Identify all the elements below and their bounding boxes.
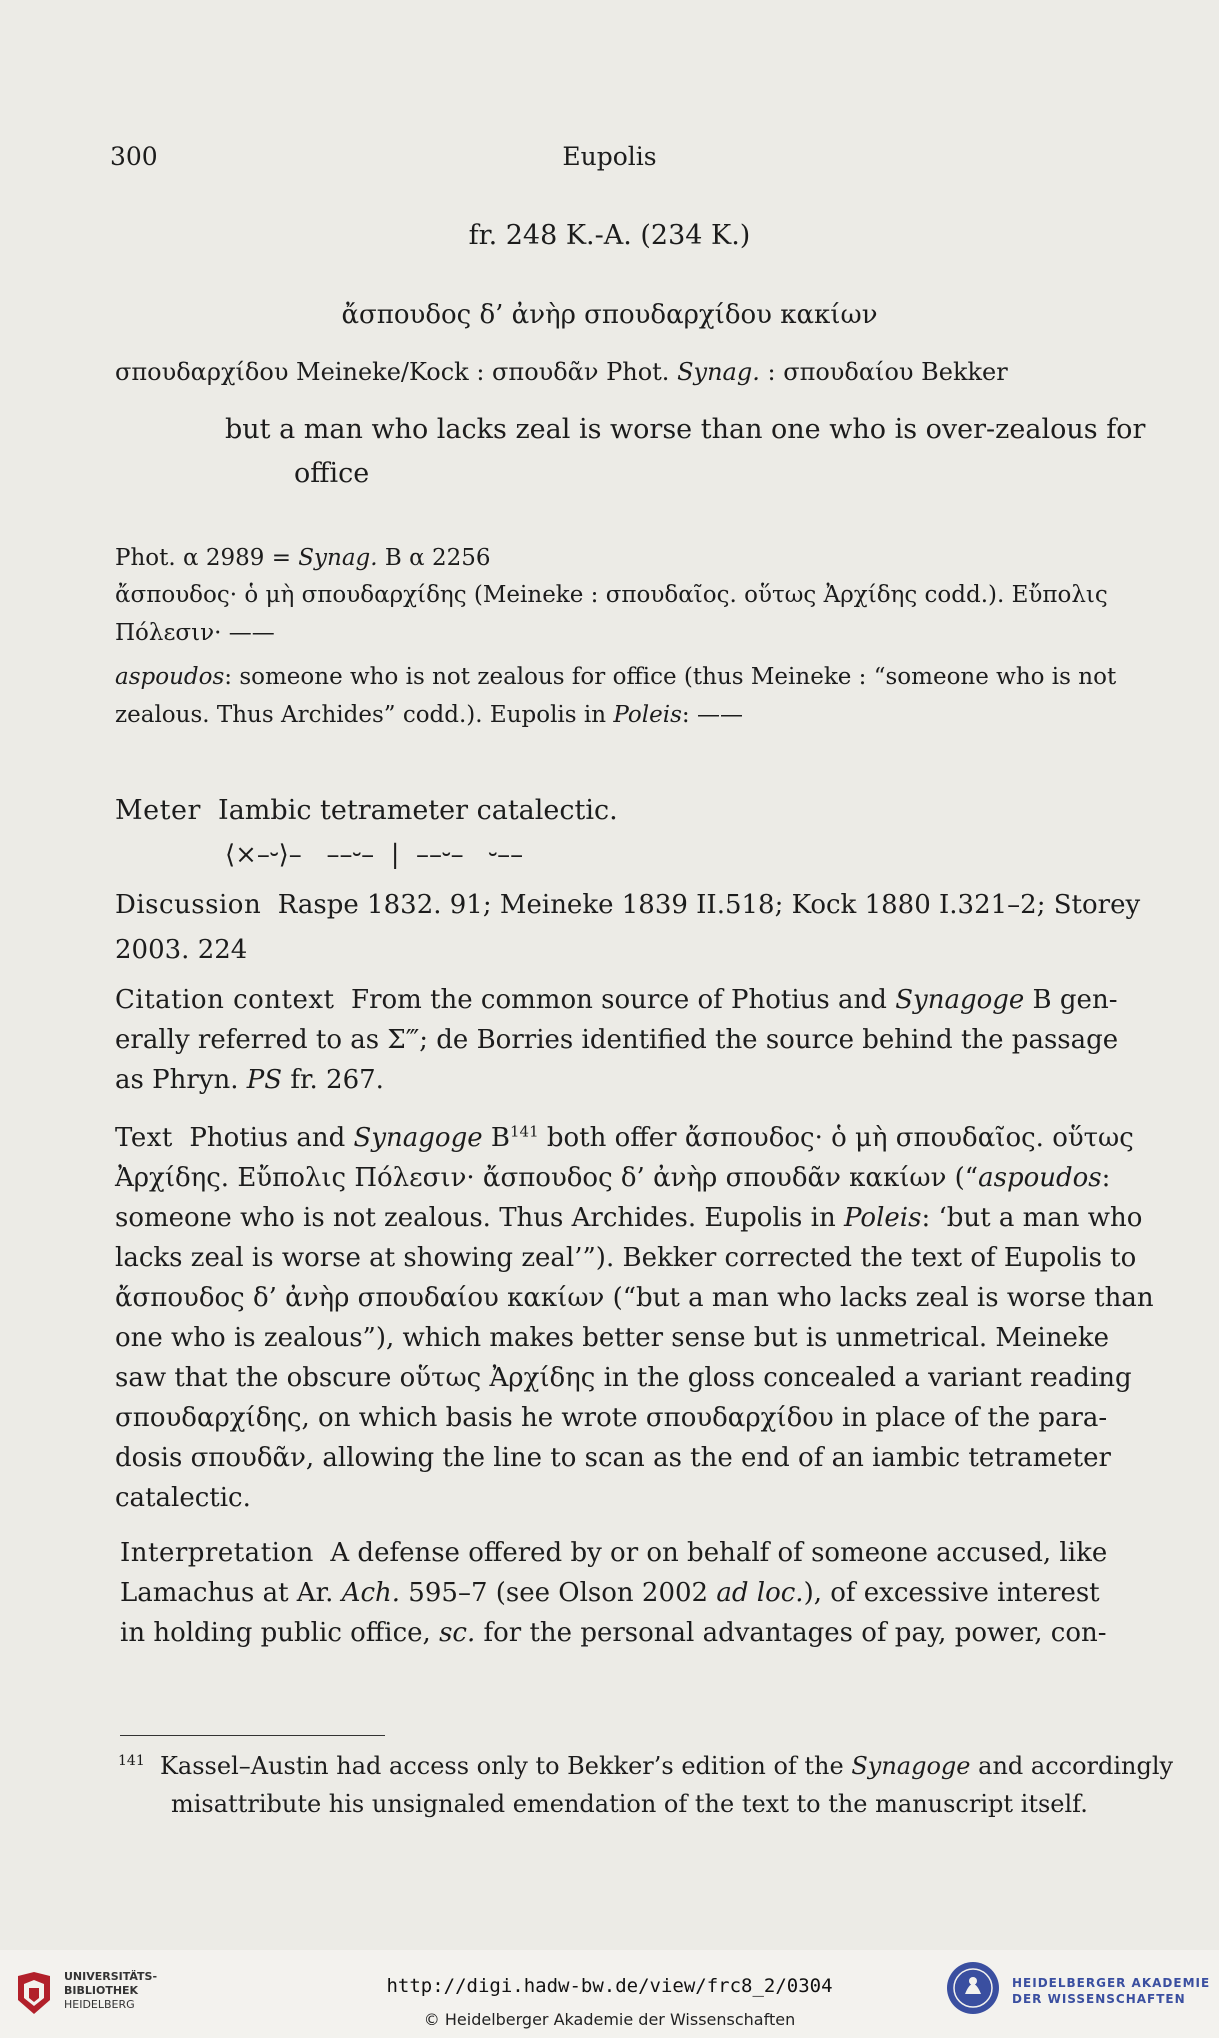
footnote-ref[interactable]: 141 bbox=[509, 1122, 539, 1141]
footnote-rule bbox=[120, 1735, 385, 1736]
text-line-6: one who is zealous”), which makes better sense but is unmetrical. Meineke bbox=[115, 1323, 1110, 1353]
interpretation-label: Interpretation bbox=[120, 1538, 314, 1568]
testimonium-translation-1: aspoudos: someone who is not zealous for office (thus Meineke : “someone who is not bbox=[115, 664, 1117, 690]
text-line-3: someone who is not zealous. Thus Archides. Eupolis in Poleis: ‘but a man who bbox=[115, 1203, 1143, 1233]
testimonium-source: Phot. α 2989 = Synag. B α 2256 bbox=[115, 545, 491, 571]
meter-scheme: ⟨×–⏑⟩– ––⏑– | ––⏑– ⏑–– bbox=[225, 840, 524, 870]
text-line-9: dosis σπουδᾶν, allowing the line to scan as the end of an iambic tetrameter bbox=[115, 1443, 1111, 1473]
footnote-line-2: misattribute his unsignaled emendation of the text to the manuscript itself. bbox=[171, 1790, 1088, 1818]
citation-line-3: as Phryn. PS fr. 267. bbox=[115, 1065, 384, 1095]
footnote-line-1: $^{141}$ Kassel–Austin had access only to Bekker’s edition of the Synagoge and accordingly bbox=[118, 1752, 1174, 1780]
text-line-7: saw that the obscure οὕτως Ἀρχίδης in the gloss concealed a variant reading bbox=[115, 1363, 1132, 1393]
testimonium-greek-1: ἄσπουδος· ὁ μὴ σπουδαρχίδης (Meineke : σπουδαῖος. οὕτως Ἀρχίδης codd.). Εὔπολις bbox=[115, 582, 1108, 608]
fragment-translation-line-2: office bbox=[294, 458, 370, 489]
meter-line: Meter Iambic tetrameter catalectic. bbox=[115, 795, 618, 826]
fragment-translation-line-1: but a man who lacks zeal is worse than one who is over-zealous for bbox=[225, 414, 1146, 445]
fragment-title: fr. 248 K.-A. (234 K.) bbox=[468, 220, 751, 251]
text-line-1: Text Photius and Synagoge $B^{141}$ both offer ἄσπουδος· ὁ μὴ σπουδαῖος. οὕτως bbox=[115, 1122, 1134, 1153]
copyright-notice: © Heidelberger Akademie der Wissenschaften bbox=[423, 2010, 796, 2029]
text-line-2: Ἀρχίδης. Εὔπολις Πόλεσιν· ἄσπουδος δ’ ἀνὴρ σπουδᾶν κακίων (“aspoudos: bbox=[115, 1163, 1111, 1193]
citation-line-1: Citation context From the common source of Photius and Synagoge B gen- bbox=[115, 985, 1118, 1015]
page-number: 300 bbox=[110, 142, 158, 171]
footnote-number: 141 bbox=[118, 1753, 145, 1769]
text-line-10: catalectic. bbox=[115, 1483, 251, 1513]
text-line-8: σπουδαρχίδης, on which basis he wrote σπουδαρχίδου in place of the para- bbox=[115, 1403, 1108, 1433]
interpretation-line-1: Interpretation A defense offered by or on behalf of someone accused, like bbox=[120, 1538, 1108, 1568]
text-label: Text bbox=[115, 1123, 173, 1153]
testimonium-translation-2: zealous. Thus Archides” codd.). Eupolis in Poleis: —— bbox=[115, 702, 743, 728]
discussion-label: Discussion bbox=[115, 890, 262, 920]
running-title: Eupolis bbox=[562, 142, 657, 171]
discussion-line-1: Discussion Raspe 1832. 91; Meineke 1839 II.518; Kock 1880 I.321–2; Storey bbox=[115, 890, 1141, 920]
interpretation-line-2: Lamachus at Ar. Ach. 595–7 (see Olson 2002 ad loc.), of excessive interest bbox=[120, 1578, 1100, 1608]
critical-apparatus: σπουδαρχίδου Meineke/Kock : σπουδᾶν Phot. Synag. : σπουδαίου Bekker bbox=[115, 358, 1008, 386]
permalink-url[interactable]: http://digi.hadw-bw.de/view/frc8_2/0304 bbox=[386, 1975, 833, 1997]
meter-label: Meter bbox=[115, 795, 201, 826]
citation-label: Citation context bbox=[115, 985, 335, 1015]
text-line-5: ἄσπουδος δ’ ἀνὴρ σπουδαίου κακίων (“but a man who lacks zeal is worse than bbox=[115, 1283, 1154, 1313]
academy-name: HEIDELBERGER AKADEMIE DER WISSENSCHAFTEN bbox=[1012, 1976, 1211, 2006]
academy-seal-icon bbox=[945, 1960, 1001, 2016]
interpretation-line-3: in holding public office, sc. for the personal advantages of pay, power, con- bbox=[120, 1618, 1107, 1648]
text-line-4: lacks zeal is worse at showing zeal’”). Bekker corrected the text of Eupolis to bbox=[115, 1243, 1137, 1273]
testimonium-greek-2: Πόλεσιν· —— bbox=[115, 620, 275, 646]
fragment-greek-line: ἄσπουδος δ’ ἀνὴρ σπουδαρχίδου κακίων bbox=[341, 300, 878, 330]
discussion-line-2: 2003. 224 bbox=[115, 935, 248, 965]
university-library-name: UNIVERSITÄTS- BIBLIOTHEK HEIDELBERG bbox=[64, 1970, 158, 2011]
citation-line-2: erally referred to as Σ‴; de Borries identified the source behind the passage bbox=[115, 1025, 1119, 1055]
